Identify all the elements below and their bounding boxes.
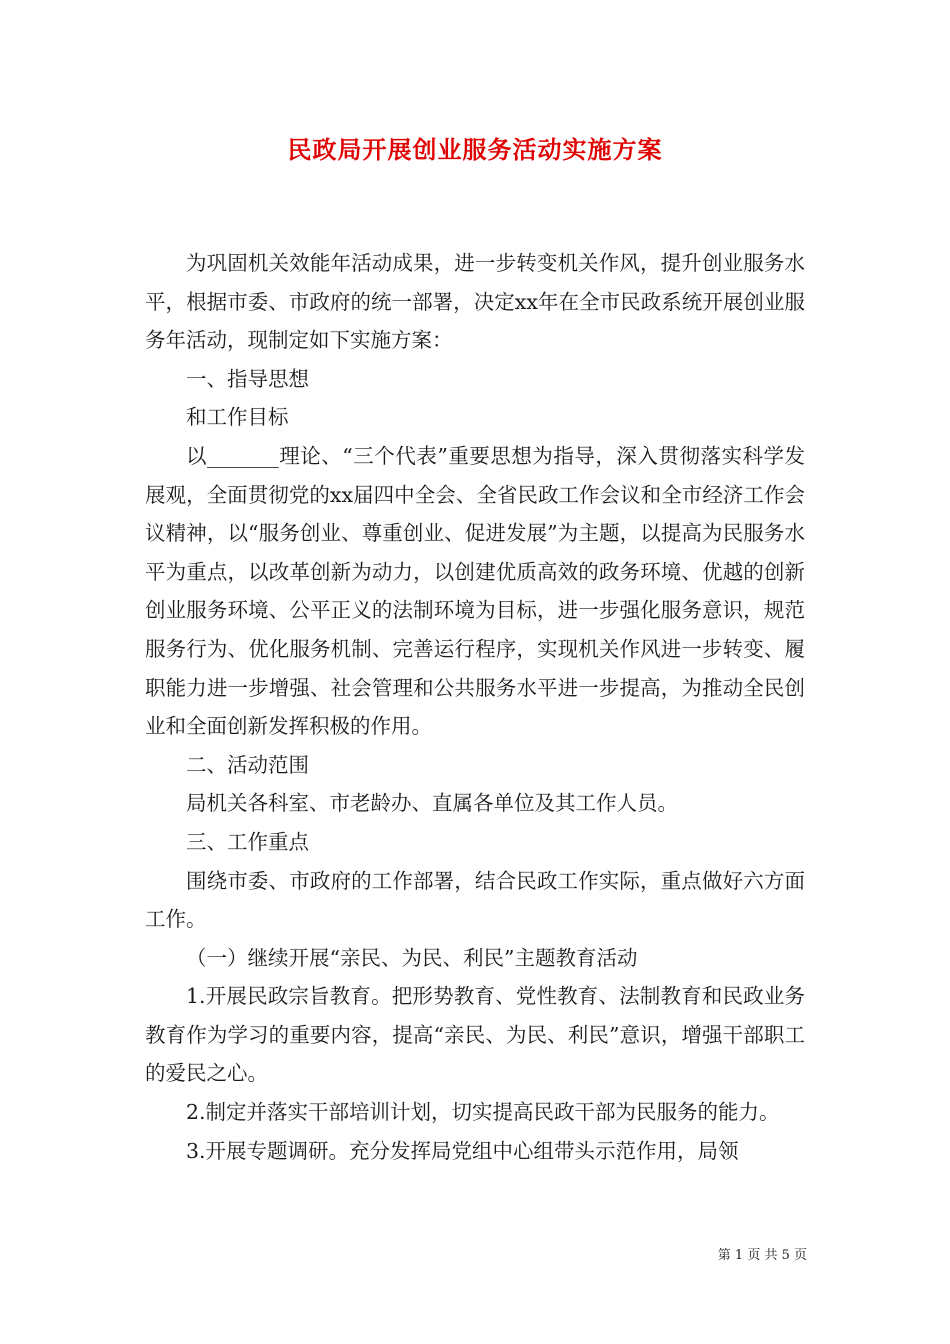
paragraph-scope: 局机关各科室、市老龄办、直属各单位及其工作人员。 bbox=[186, 791, 678, 816]
list-item-2: 2.制定并落实干部培训计划，切实提高民政干部为民服务的能力。 bbox=[186, 1100, 780, 1125]
list-item-3: 3.开展专题调研。充分发挥局党组中心组带头示范作用，局领 bbox=[186, 1138, 739, 1163]
paragraph-guiding: 以_______理论、“三个代表”重要思想为指导，深入贯彻落实科学发展观，全面贯彻党的xx届四中全会、全省民政工作会议和全市经济工作会议精神，以“服务创业、尊重创业、促进发展”为主题，以提高为民服务水平为重点，以改革创新为动力，以创建优质高效的政务环境、优越的创新创业服务环境、公平正义的法制环境为目标，进一步强化服务意识，规范服务行为、优化服务机制、完善运行程序，实现机关作风进一步转变、履职能力进一步增强、社会管理和公共服务水平进一步提高，为推动全民创业和全面创新发挥积极的作用。 bbox=[145, 443, 805, 739]
page-number-footer: 第 1 页 共 5 页 bbox=[717, 1248, 807, 1263]
document-title: 民政局开展创业服务活动实施方案 bbox=[287, 135, 663, 164]
section-heading-1-cont: 和工作目标 bbox=[186, 405, 289, 430]
document-body bbox=[145, 244, 805, 1170]
paragraph-focus: 围绕市委、市政府的工作部署，结合民政工作实际，重点做好六方面工作。 bbox=[145, 868, 805, 932]
section-heading-1: 一、指导思想 bbox=[186, 366, 309, 391]
section-heading-3: 三、工作重点 bbox=[186, 829, 309, 854]
list-item-1: 1.开展民政宗旨教育。把形势教育、党性教育、法制教育和民政业务教育作为学习的重要内容，提高“亲民、为民、利民”意识，增强干部职工的爱民之心。 bbox=[145, 984, 805, 1086]
paragraph-intro: 为巩固机关效能年活动成果，进一步转变机关作风，提升创业服务水平，根据市委、市政府的统一部署，决定xx年在全市民政系统开展创业服务年活动，现制定如下实施方案： bbox=[145, 251, 805, 353]
subsection-heading-1: （一）继续开展“亲民、为民、利民”主题教育活动 bbox=[186, 945, 638, 970]
section-heading-2: 二、活动范围 bbox=[186, 752, 309, 777]
